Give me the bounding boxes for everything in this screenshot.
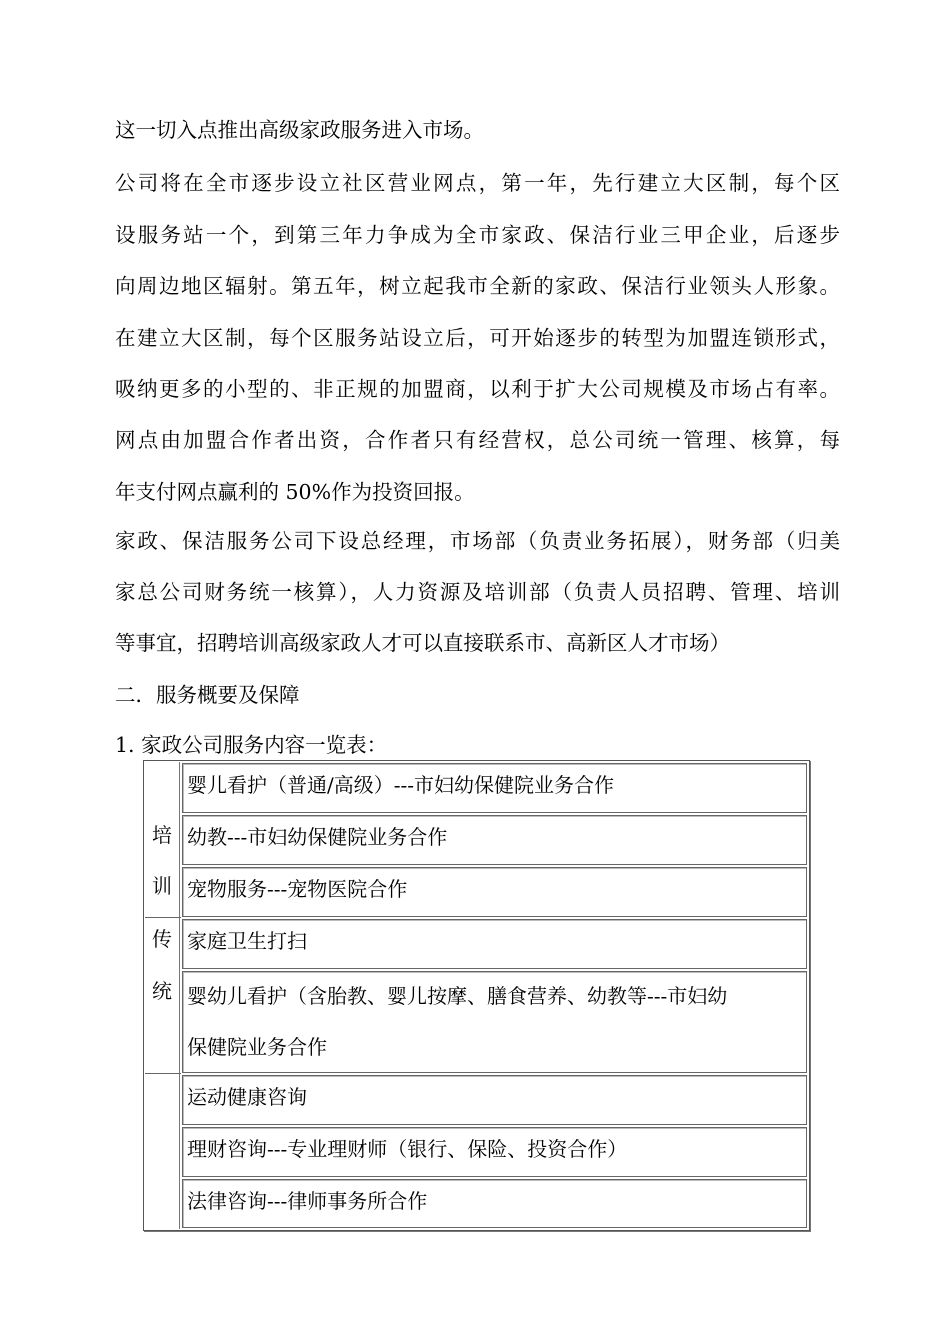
paragraph-line: 设服务站一个，到第三年力争成为全市家政、保洁行业三甲企业，后逐步 (115, 223, 840, 247)
table-row (182, 867, 807, 917)
group-cell-training (145, 762, 180, 917)
table-cell-text: 保健院业务合作 (187, 1035, 327, 1059)
group-label-char: 传 (152, 927, 172, 951)
table-row (182, 1179, 807, 1228)
table-title: 1. 家政公司服务内容一览表： (115, 733, 388, 757)
group-label-char: 统 (152, 979, 172, 1003)
paragraph-line: 向周边地区辐射。第五年，树立起我市全新的家政、保洁行业领头人形象。 (115, 274, 840, 298)
section-heading: 二．服务概要及保障 (115, 683, 300, 707)
table-cell-text: 婴儿看护（普通/高级）---市妇幼保健院业务合作 (187, 773, 615, 797)
table-row (182, 815, 807, 865)
group-cell-consulting (145, 1074, 180, 1229)
table-row (182, 763, 807, 813)
table-cell-text: 法律咨询---律师事务所合作 (187, 1189, 428, 1213)
table-cell-text: 幼教---市妇幼保健院业务合作 (187, 825, 448, 849)
paragraph-line: 公司将在全市逐步设立社区营业网点，第一年，先行建立大区制，每个区 (115, 171, 840, 195)
table-row (182, 971, 807, 1073)
paragraph-line: 家政、保洁服务公司下设总经理，市场部（负责业务拓展），财务部（归美 (115, 529, 840, 553)
paragraph-line: 网点由加盟合作者出资，合作者只有经营权，总公司统一管理、核算，每 (115, 428, 840, 452)
table-cell-text: 宠物服务---宠物医院合作 (187, 877, 408, 901)
table-row (182, 919, 807, 969)
group-label-char: 训 (152, 874, 172, 898)
paragraph-line: 吸纳更多的小型的、非正规的加盟商，以利于扩大公司规模及市场占有率。 (115, 377, 840, 401)
paragraph-line: 在建立大区制，每个区服务站设立后，可开始逐步的转型为加盟连锁形式， (115, 326, 840, 350)
table-cell-text: 婴幼儿看护（含胎教、婴儿按摩、膳食营养、幼教等---市妇幼 (187, 984, 728, 1008)
table-row (182, 1127, 807, 1177)
paragraph-line: 这一切入点推出高级家政服务进入市场。 (115, 118, 484, 142)
table-cell-text: 家庭卫生打扫 (187, 929, 307, 953)
service-table (143, 760, 810, 1231)
paragraph-line: 家总公司财务统一核算），人力资源及培训部（负责人员招聘、管理、培训 (115, 580, 840, 604)
table-cell-text: 理财咨询---专业理财师（银行、保险、投资合作） (187, 1137, 628, 1161)
paragraph-line: 年支付网点赢利的 50%作为投资回报。 (115, 480, 475, 504)
table-row (182, 1075, 807, 1125)
table-cell-text: 运动健康咨询 (187, 1085, 307, 1109)
paragraph-line: 等事宜，招聘培训高级家政人才可以直接联系市、高新区人才市场） (115, 631, 730, 655)
group-cell-traditional (145, 918, 180, 1073)
group-label-char: 培 (152, 823, 172, 847)
